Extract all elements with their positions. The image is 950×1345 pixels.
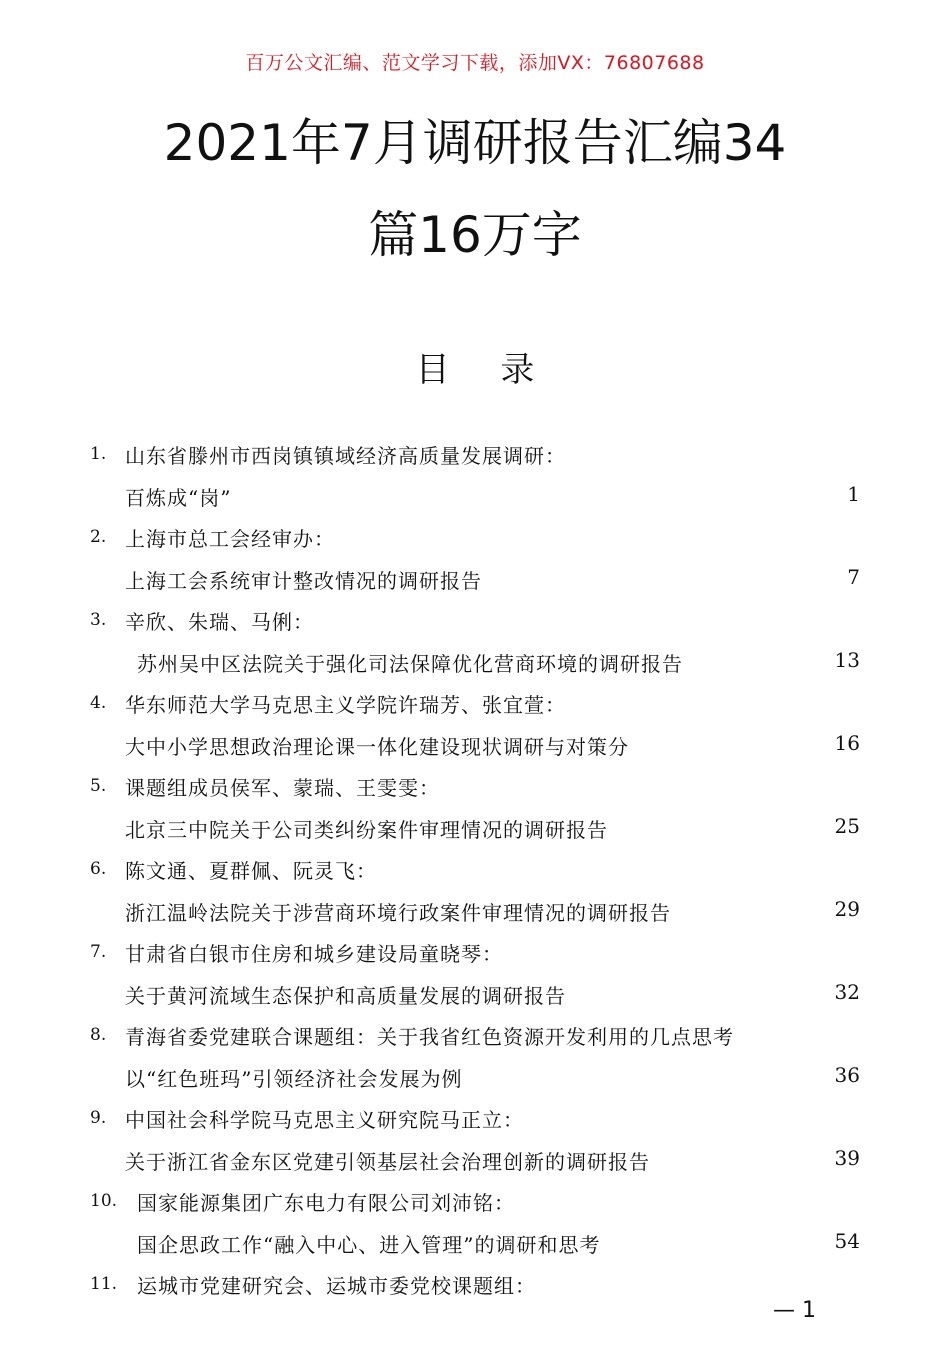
toc-entry-number: 7. xyxy=(90,942,107,962)
toc-entry[interactable] xyxy=(0,847,950,930)
toc-entry[interactable] xyxy=(0,681,950,764)
toc-entry-number: 3. xyxy=(90,610,107,630)
toc-entry-page: 39 xyxy=(834,1146,860,1170)
toc-entry-title: 以“红色班玛”引领经济社会发展为例 xyxy=(125,1067,463,1091)
toc-heading: 目 录 xyxy=(415,350,555,390)
toc-entry-title: 上海工会系统审计整改情况的调研报告 xyxy=(125,569,482,593)
toc-entry-title: 浙江温岭法院关于涉营商环境行政案件审理情况的调研报告 xyxy=(125,901,671,925)
toc-entry[interactable] xyxy=(0,432,950,515)
toc-entry-page: 7 xyxy=(847,565,860,589)
toc-entry-number: 9. xyxy=(90,1108,107,1128)
toc-entry-page: 25 xyxy=(834,814,860,838)
toc-entry-number: 10. xyxy=(90,1191,118,1211)
toc-entry[interactable] xyxy=(0,1013,950,1096)
toc-entry-number: 1. xyxy=(90,444,107,464)
toc-entry-number: 5. xyxy=(90,776,107,796)
toc-entry[interactable] xyxy=(0,1179,950,1262)
toc-entry-source: 运城市党建研究会、运城市委党校课题组： xyxy=(137,1274,536,1298)
toc-entry-title: 大中小学思想政治理论课一体化建设现状调研与对策分 xyxy=(125,735,629,759)
promo-banner: 百万公文汇编、范文学习下载，添加VX：76807688 xyxy=(245,52,705,74)
toc-entry-number: 8. xyxy=(90,1025,107,1045)
toc-entry-title: 国企思政工作“融入中心、进入管理”的调研和思考 xyxy=(137,1233,601,1257)
toc-entry-source: 山东省滕州市西岗镇镇域经济高质量发展调研： xyxy=(125,444,566,468)
toc-entry-title: 关于浙江省金东区党建引领基层社会治理创新的调研报告 xyxy=(125,1150,650,1174)
toc-entry-page: 13 xyxy=(834,648,860,672)
toc-entry-source: 甘肃省白银市住房和城乡建设局童晓琴： xyxy=(125,942,503,966)
toc-entry-source: 中国社会科学院马克思主义研究院马正立： xyxy=(125,1108,524,1132)
toc-entry-source: 青海省委党建联合课题组：关于我省红色资源开发利用的几点思考 xyxy=(125,1025,734,1049)
toc-entry-page: 29 xyxy=(834,897,860,921)
toc-entry-number: 2. xyxy=(90,527,107,547)
toc-entry-page: 54 xyxy=(834,1229,860,1253)
toc-entry[interactable] xyxy=(0,930,950,1013)
toc-entry-title: 百炼成“岗” xyxy=(125,486,232,510)
toc-entry-source: 上海市总工会经审办： xyxy=(125,527,335,551)
table-of-contents xyxy=(0,432,950,1345)
toc-entry-source: 国家能源集团广东电力有限公司刘沛铭： xyxy=(137,1191,515,1215)
toc-entry-source: 课题组成员侯军、蒙瑞、王雯雯： xyxy=(125,776,440,800)
document-title-line-1: 2021年7月调研报告汇编34 xyxy=(163,114,787,172)
toc-entry-title: 苏州吴中区法院关于强化司法保障优化营商环境的调研报告 xyxy=(137,652,683,676)
toc-entry-source: 辛欣、朱瑞、马俐： xyxy=(125,610,314,634)
toc-entry[interactable] xyxy=(0,515,950,598)
toc-entry-number: 4. xyxy=(90,693,107,713)
toc-entry[interactable] xyxy=(0,764,950,847)
toc-entry-page: 36 xyxy=(834,1063,860,1087)
toc-entry-title: 关于黄河流域生态保护和高质量发展的调研报告 xyxy=(125,984,566,1008)
toc-entry[interactable] xyxy=(0,598,950,681)
document-title-line-2: 篇16万字 xyxy=(368,206,582,264)
toc-entry-number: 6. xyxy=(90,859,107,879)
toc-entry[interactable] xyxy=(0,1096,950,1179)
toc-entry-page: 16 xyxy=(834,731,860,755)
toc-entry-title: 北京三中院关于公司类纠纷案件审理情况的调研报告 xyxy=(125,818,608,842)
toc-entry-source: 陈文通、夏群佩、阮灵飞： xyxy=(125,859,377,883)
toc-entry-page: 1 xyxy=(847,482,860,506)
page-number: — 1 xyxy=(773,1298,816,1323)
toc-entry-number: 11. xyxy=(90,1274,118,1294)
toc-entry-source: 华东师范大学马克思主义学院许瑞芳、张宜萱： xyxy=(125,693,566,717)
toc-entry-page: 32 xyxy=(834,980,860,1004)
